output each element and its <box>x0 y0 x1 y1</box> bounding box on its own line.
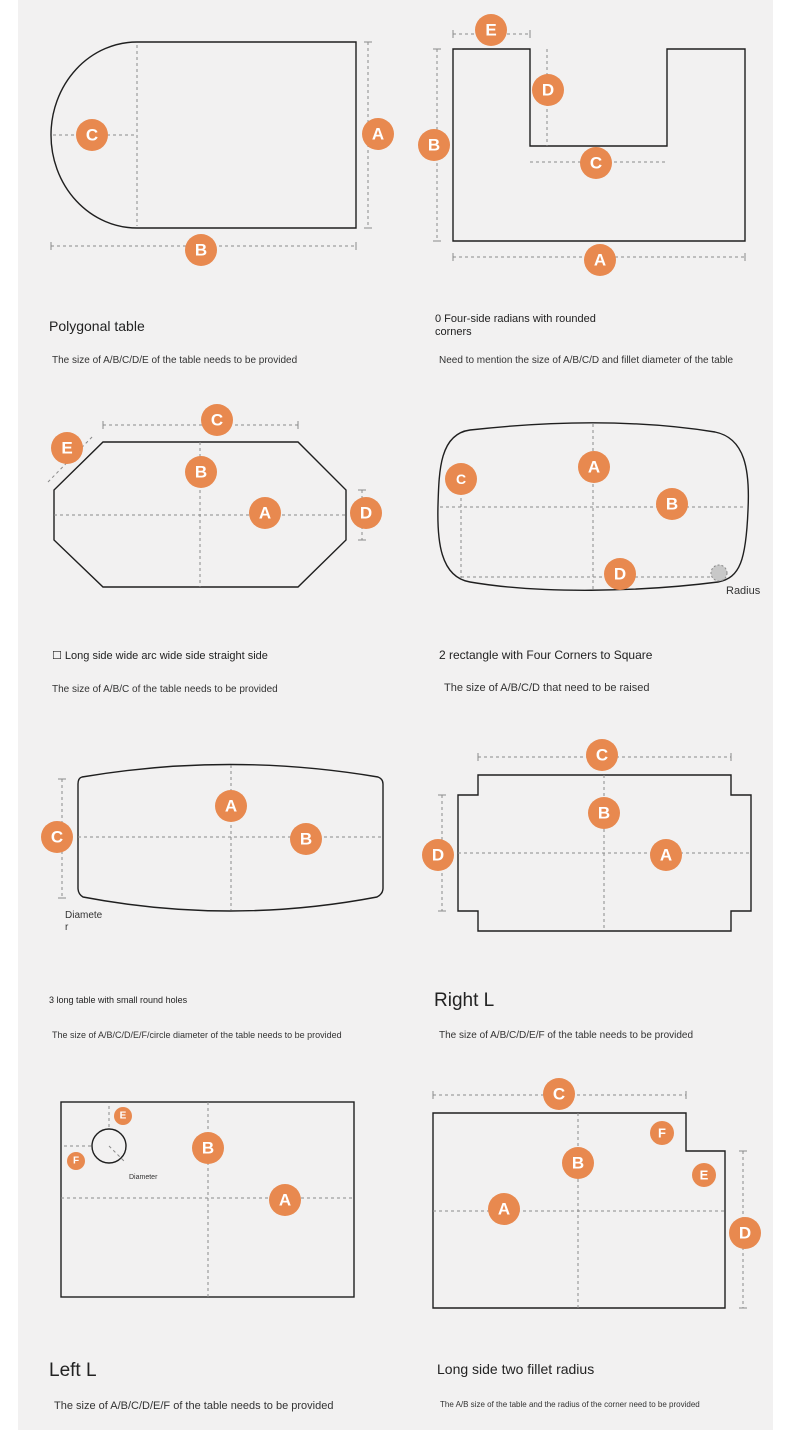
svg-text:C: C <box>455 471 467 487</box>
dimension-badge-b <box>185 234 217 266</box>
panel-title-two-fillet: Long side two fillet radius <box>437 1361 595 1377</box>
svg-text:E: E <box>485 20 497 40</box>
diagram-right-l <box>422 739 751 931</box>
panel-title-right-l: Right L <box>434 990 495 1011</box>
svg-text:D: D <box>541 80 555 100</box>
diagram-long-table-round-holes <box>41 765 383 934</box>
svg-text:C: C <box>552 1084 566 1104</box>
panel-desc-right-l: The size of A/B/C/D/E/F of the table needs to be provided <box>439 1030 694 1041</box>
dimension-badge-c <box>445 463 477 495</box>
dimension-badge-a <box>584 244 616 276</box>
svg-text:A: A <box>278 1190 292 1210</box>
svg-text:D: D <box>431 845 445 865</box>
svg-text:D: D <box>359 503 373 523</box>
diagram-rectangle-four-corners <box>438 423 761 597</box>
svg-text:C: C <box>210 410 224 430</box>
svg-text:B: B <box>571 1153 585 1173</box>
diagram-four-side-radians <box>418 14 745 276</box>
svg-text:B: B <box>194 462 208 482</box>
dimension-badge-d <box>350 497 382 529</box>
svg-text:B: B <box>597 803 611 823</box>
svg-text:B: B <box>427 135 441 155</box>
panel-title-four-corners: 2 rectangle with Four Corners to Square <box>439 648 653 662</box>
diagram-left-l <box>61 1102 354 1297</box>
dimension-badge-c <box>41 821 73 853</box>
svg-text:B: B <box>665 494 679 514</box>
svg-text:B: B <box>201 1138 215 1158</box>
dimension-badge-a <box>488 1193 520 1225</box>
panel-title-wide-arc: ☐ Long side wide arc wide side straight side <box>52 650 268 662</box>
diameter-note-line1: Diamete <box>65 910 103 921</box>
dimension-badge-e <box>475 14 507 46</box>
dimension-badge-d <box>532 74 564 106</box>
svg-text:A: A <box>224 796 238 816</box>
dimension-badge-c <box>586 739 618 771</box>
panel-title-polygonal: Polygonal table <box>49 318 145 334</box>
dimension-badge-b <box>588 797 620 829</box>
diagram-polygonal-table <box>51 42 394 266</box>
dimension-badge-b <box>185 456 217 488</box>
dimension-badge-d <box>729 1217 761 1249</box>
dimension-badge-a <box>578 451 610 483</box>
panel-desc-wide-arc: The size of A/B/C of the table needs to be provided <box>52 684 278 695</box>
diagram-long-side-two-fillet <box>433 1078 761 1308</box>
panel-desc-two-fillet: The A/B size of the table and the radius of the corner need to be provided <box>440 1400 700 1409</box>
panel-desc-left-l: The size of A/B/C/D/E/F of the table needs to be provided <box>54 1400 334 1412</box>
panel-desc-polygonal: The size of A/B/C/D/E of the table needs to be provided <box>52 355 298 366</box>
svg-text:C: C <box>589 153 603 173</box>
svg-text:A: A <box>593 250 607 270</box>
svg-text:F: F <box>72 1155 80 1167</box>
panel-title-round-holes: 3 long table with small round holes <box>49 995 188 1005</box>
dimension-badge-c <box>580 147 612 179</box>
svg-text:B: B <box>194 240 208 260</box>
svg-text:A: A <box>587 457 601 477</box>
svg-text:D: D <box>613 564 627 584</box>
panel-title-left-l: Left L <box>49 1360 97 1381</box>
panel-desc-round-holes: The size of A/B/C/D/E/F/circle diameter of the table needs to be provided <box>52 1030 342 1040</box>
dimension-badge-a <box>215 790 247 822</box>
dimension-badge-d <box>604 558 636 590</box>
svg-text:C: C <box>595 745 609 765</box>
dimension-badge-c <box>201 404 233 436</box>
dimension-badge-b <box>290 823 322 855</box>
dimension-badge-b <box>192 1132 224 1164</box>
diameter-note-line2: r <box>65 922 69 933</box>
dimension-badge-a <box>362 118 394 150</box>
diameter-note: Diameter <box>129 1174 158 1181</box>
svg-text:C: C <box>50 827 64 847</box>
panel-desc-four-side: Need to mention the size of A/B/C/D and fillet diameter of the table <box>439 355 734 366</box>
dimension-badge-a <box>249 497 281 529</box>
svg-text:E: E <box>699 1167 709 1183</box>
dimension-badge-f <box>650 1121 674 1145</box>
svg-text:C: C <box>85 125 99 145</box>
dimension-badge-b <box>656 488 688 520</box>
svg-text:B: B <box>299 829 313 849</box>
svg-text:A: A <box>371 124 385 144</box>
panel-title-four-side: 0 Four-side radians with rounded corners <box>435 313 596 338</box>
dimension-badge-f <box>67 1152 85 1170</box>
svg-text:D: D <box>738 1223 752 1243</box>
dimension-badge-e <box>692 1163 716 1187</box>
table-outline <box>438 423 749 591</box>
svg-text:E: E <box>119 1110 127 1122</box>
diagram-long-side-wide-arc <box>48 404 382 587</box>
svg-text:E: E <box>61 438 73 458</box>
dimension-badge-c <box>76 119 108 151</box>
svg-text:A: A <box>659 845 673 865</box>
svg-text:F: F <box>658 1125 666 1141</box>
dimension-badge-b <box>562 1147 594 1179</box>
dimension-badge-e <box>51 432 83 464</box>
dimension-badge-a <box>269 1184 301 1216</box>
svg-text:A: A <box>258 503 272 523</box>
dimension-badge-d <box>422 839 454 871</box>
panel-desc-four-corners: The size of A/B/C/D that need to be raised <box>444 682 650 694</box>
dimension-badge-b <box>418 129 450 161</box>
svg-text:A: A <box>497 1199 511 1219</box>
table-outline <box>453 49 745 241</box>
radius-note: Radius <box>726 585 761 597</box>
dimension-badge-e <box>114 1107 132 1125</box>
dimension-badge-c <box>543 1078 575 1110</box>
dimension-badge-a <box>650 839 682 871</box>
